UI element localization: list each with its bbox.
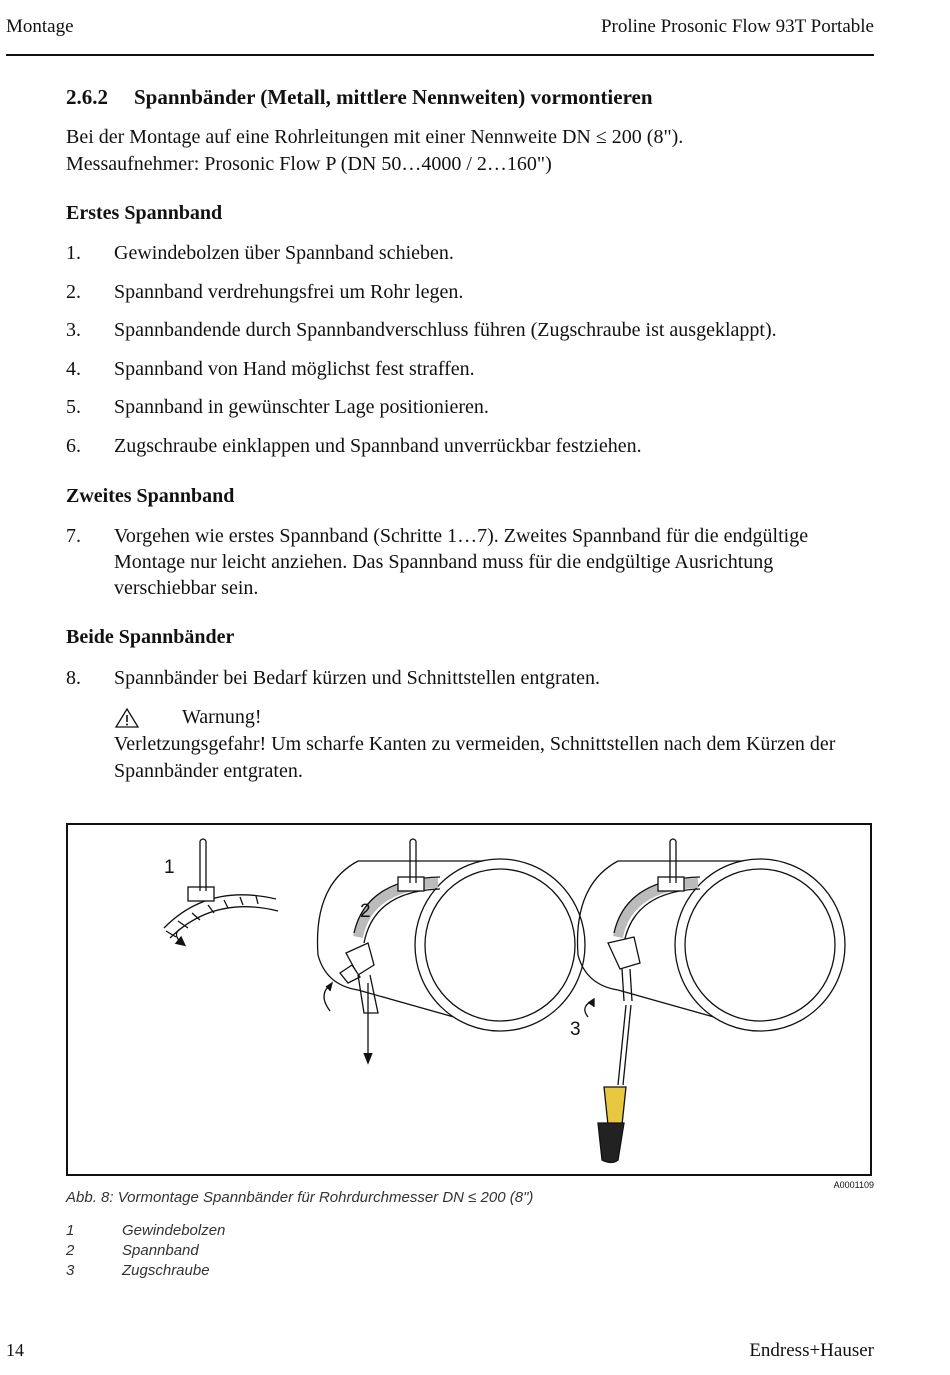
warning-title: Warnung!: [182, 706, 262, 728]
figure-legend: [66, 1221, 225, 1281]
step-number: 1.: [66, 242, 81, 264]
running-header-product: Proline Prosonic Flow 93T Portable: [600, 16, 874, 37]
step-item: [66, 279, 876, 305]
step-text: Gewindebolzen über Spannband schieben.: [114, 242, 454, 264]
figure-label-1: 1: [164, 857, 175, 878]
step-text: Spannbandende durch Spannbandverschluss führen (Zugschraube ist ausgeklappt).: [114, 319, 777, 341]
step-text: Spannbänder bei Bedarf kürzen und Schnittstellen entgraten.: [114, 667, 600, 689]
step-text: Spannband von Hand möglichst fest straffen.: [114, 358, 475, 380]
page-number: 14: [6, 1340, 24, 1360]
brand-name: Endress+Hauser: [749, 1340, 874, 1361]
intro-paragraph: [66, 124, 683, 178]
intro-line: Bei der Montage auf eine Rohrleitungen mit einer Nennweite DN ≤ 200 (8").: [66, 126, 684, 148]
step-item: [66, 433, 876, 459]
step-number: 3.: [66, 319, 81, 341]
warning-text: Verletzungsgefahr! Um scharfe Kanten zu vermeiden, Schnittstellen nach dem Kürzen der Spannbänder entgraten.: [114, 733, 836, 782]
step-number: 2.: [66, 281, 81, 303]
running-header-chapter: Montage: [6, 16, 74, 37]
subheading-both-bands: Beide Spannbänder: [66, 626, 235, 648]
illustration-step-3: [578, 839, 846, 1163]
step-number: 8.: [66, 667, 81, 689]
figure-caption: Abb. 8: Vormontage Spannbänder für Rohrdurchmesser DN ≤ 200 (8"): [66, 1189, 534, 1206]
figure-label-3: 3: [570, 1019, 581, 1040]
band-mounting-drawing: [68, 825, 870, 1174]
step-item: [66, 356, 876, 382]
legend-text: Spannband: [122, 1242, 199, 1259]
legend-number: 3: [66, 1262, 75, 1279]
mounting-illustration: [66, 823, 872, 1176]
step-item: [66, 523, 872, 601]
section-title: Spannbänder (Metall, mittlere Nennweiten) vormontieren: [134, 85, 653, 109]
step-number: 4.: [66, 358, 81, 380]
legend-text: Gewindebolzen: [122, 1222, 226, 1239]
illustration-step-1: [164, 839, 278, 943]
legend-row: [66, 1221, 225, 1241]
legend-number: 2: [66, 1242, 75, 1259]
step-text: Zugschraube einklappen und Spannband unverrückbar festziehen.: [114, 435, 642, 457]
warning-triangle-icon: [114, 707, 140, 729]
figure-id: A0001109: [833, 1180, 874, 1190]
legend-number: 1: [66, 1222, 75, 1239]
section-number: 2.6.2: [66, 85, 108, 109]
warning-block: [114, 704, 884, 785]
section-heading: [66, 85, 653, 110]
step-text: Spannband verdrehungsfrei um Rohr legen.: [114, 281, 464, 303]
step-text: Vorgehen wie erstes Spannband (Schritte 1…7). Zweites Spannband für die endgültige Montage nur leicht anziehen. Das Spannband muss für die endgültige Ausrichtung verschiebbar sein.: [114, 525, 809, 599]
figure-label-2: 2: [360, 901, 371, 922]
step-item: [66, 394, 876, 420]
legend-text: Zugschraube: [122, 1262, 210, 1279]
step-number: 6.: [66, 435, 81, 457]
subheading-second-band: Zweites Spannband: [66, 485, 235, 507]
legend-row: [66, 1261, 225, 1281]
subheading-first-band: Erstes Spannband: [66, 202, 223, 224]
step-number: 5.: [66, 396, 81, 418]
step-item: [66, 317, 876, 343]
step-item: [66, 240, 876, 266]
intro-line: Messaufnehmer: Prosonic Flow P (DN 50…4000 / 2…160"): [66, 153, 552, 175]
step-item: [66, 665, 876, 691]
header-divider: [6, 54, 874, 56]
step-number: 7.: [66, 525, 81, 547]
illustration-step-2: [318, 839, 586, 1063]
legend-row: [66, 1241, 225, 1261]
step-text: Spannband in gewünschter Lage positionieren.: [114, 396, 489, 418]
